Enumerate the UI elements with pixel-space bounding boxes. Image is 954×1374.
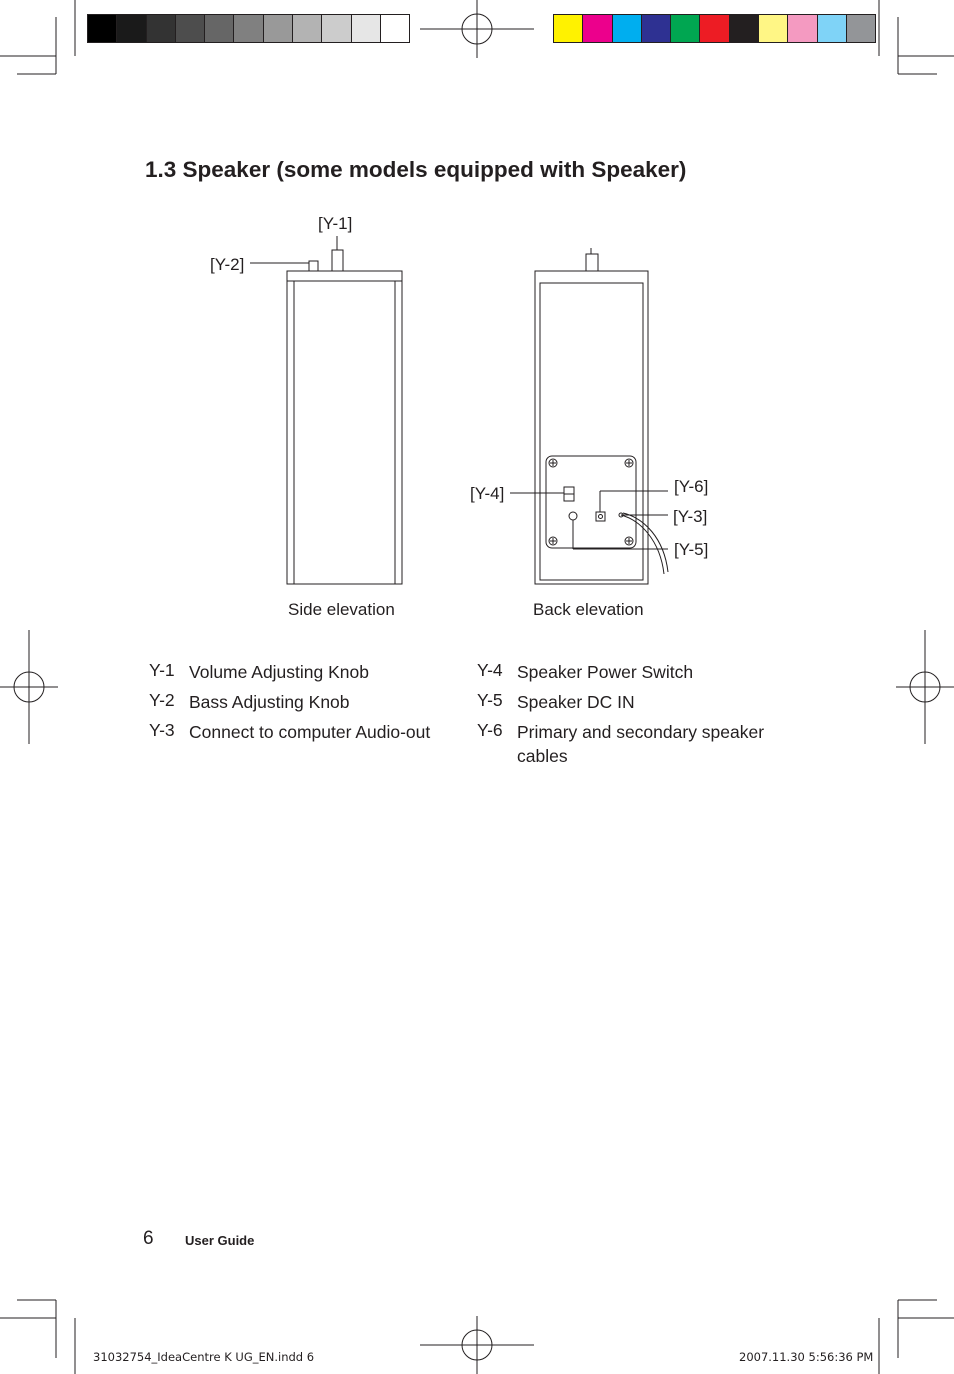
page-number: 6: [143, 1228, 154, 1249]
label-y6: [Y-6]: [674, 477, 709, 496]
caption-back-elevation: Back elevation: [533, 600, 644, 619]
caption-side-elevation: Side elevation: [288, 600, 395, 619]
label-y1: [Y-1]: [318, 214, 353, 233]
back-elevation-drawing: [510, 248, 668, 584]
audio-connector: [596, 512, 605, 521]
label-y4: [Y-4]: [470, 484, 505, 503]
panel-screws: [549, 459, 633, 545]
side-elevation-drawing: [250, 236, 402, 584]
legend-right: Y-4 Speaker Power Switch Y-5 Speaker DC IN Y-6 Primary and secondary speaker cables: [477, 660, 765, 766]
volume-knob-top: [586, 254, 598, 271]
slug-filename: 31032754_IdeaCentre K UG_EN.indd 6: [93, 1350, 315, 1364]
bass-knob: [309, 261, 318, 271]
label-y2: [Y-2]: [210, 255, 245, 274]
rear-panel: [546, 456, 636, 548]
label-y3: [Y-3]: [673, 507, 708, 526]
slug-timestamp: 2007.11.30 5:56:36 PM: [739, 1350, 874, 1364]
footer-label: User Guide: [185, 1233, 255, 1248]
label-y5: [Y-5]: [674, 540, 709, 559]
dc-in-jack: [569, 512, 577, 520]
volume-knob: [332, 250, 343, 271]
section-title: 1.3 Speaker (some models equipped with Speaker): [145, 157, 687, 182]
legend-left: Y-1 Volume Adjusting Knob Y-2 Bass Adjusting Knob Y-3 Connect to computer Audio-out: [149, 660, 431, 742]
